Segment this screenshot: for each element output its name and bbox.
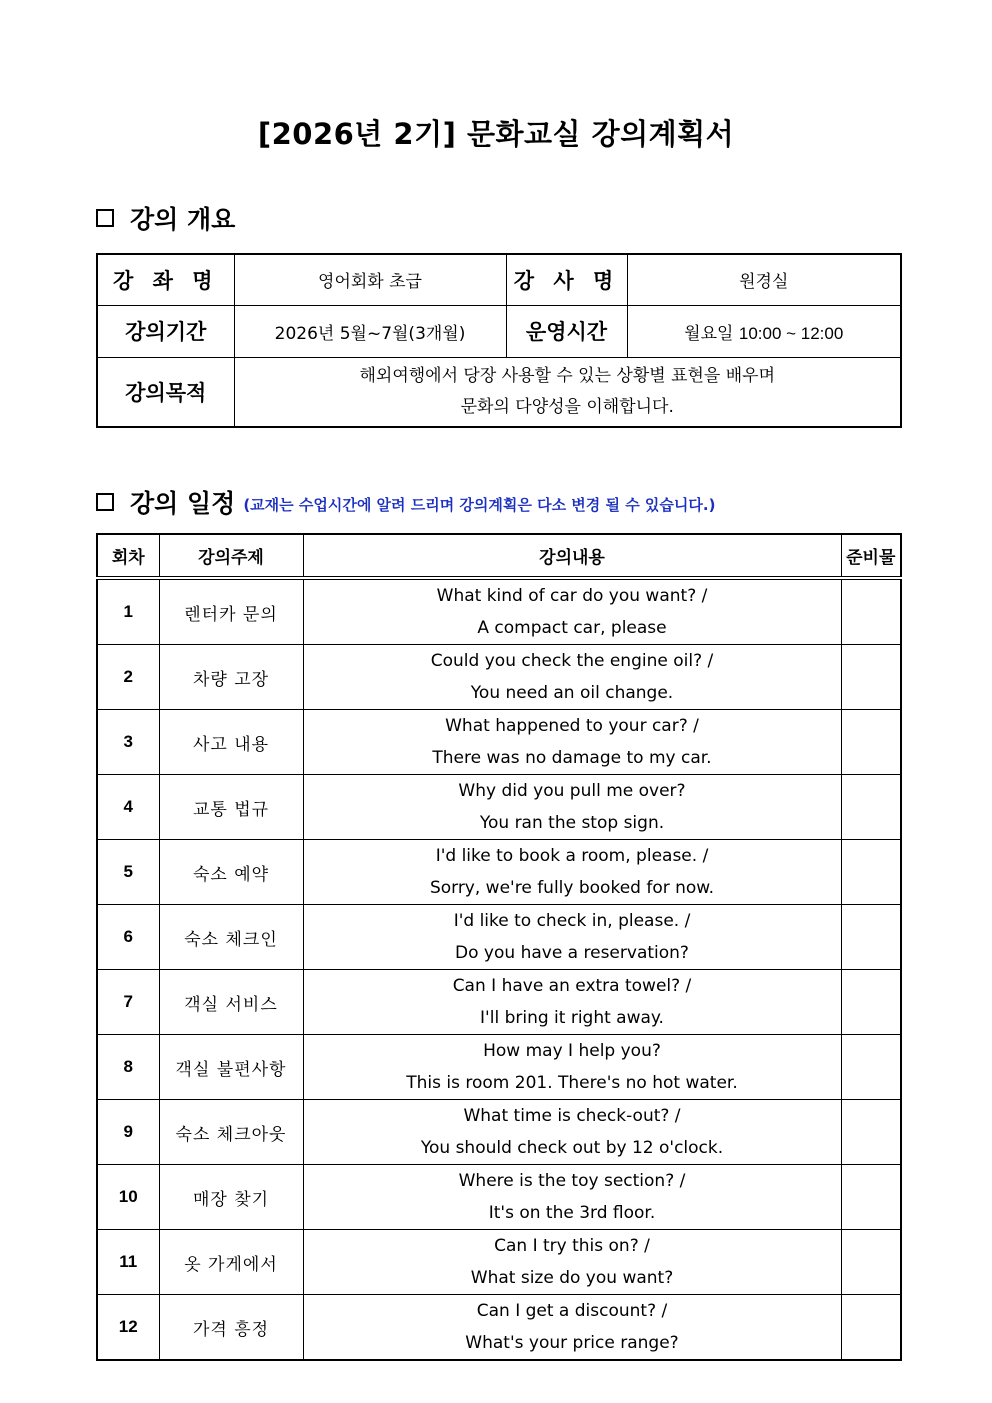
content-line-2: A compact car, please bbox=[477, 618, 667, 638]
content-line-2: You should check out by 12 o'clock. bbox=[420, 1138, 724, 1158]
session-content bbox=[303, 710, 841, 775]
session-topic: 사고 내용 bbox=[159, 710, 303, 775]
session-materials bbox=[841, 1035, 901, 1100]
session-topic: 숙소 체크아웃 bbox=[159, 1100, 303, 1165]
session-topic: 매장 찾기 bbox=[159, 1165, 303, 1230]
content-line-2: What size do you want? bbox=[470, 1268, 674, 1288]
content-line-1: What kind of car do you want? / bbox=[436, 586, 708, 606]
overview-table bbox=[96, 253, 902, 428]
session-number: 11 bbox=[97, 1230, 159, 1295]
table-row bbox=[97, 840, 901, 905]
session-content bbox=[303, 1035, 841, 1100]
session-materials bbox=[841, 578, 901, 645]
hours-time: 10:00 ~ 12:00 bbox=[738, 323, 844, 343]
content-line-1: What time is check-out? / bbox=[463, 1106, 681, 1126]
session-materials bbox=[841, 1295, 901, 1361]
session-topic: 옷 가게에서 bbox=[159, 1230, 303, 1295]
schedule-heading bbox=[96, 484, 715, 520]
purpose-line-1: 해외여행에서 당장 사용할 수 있는 상황별 표현을 배우며 bbox=[359, 365, 776, 386]
page-title: [2026년 2기] 문화교실 강의계획서 bbox=[257, 117, 735, 151]
session-topic: 숙소 예약 bbox=[159, 840, 303, 905]
course-name-label: 강 좌 명 bbox=[97, 254, 234, 305]
session-number: 2 bbox=[97, 645, 159, 710]
session-content bbox=[303, 645, 841, 710]
session-content bbox=[303, 1230, 841, 1295]
session-content bbox=[303, 1295, 841, 1361]
col-header-materials: 준비물 bbox=[841, 534, 901, 578]
content-line-2: It's on the 3rd floor. bbox=[488, 1203, 656, 1223]
session-content bbox=[303, 1100, 841, 1165]
session-content bbox=[303, 1165, 841, 1230]
session-materials bbox=[841, 905, 901, 970]
instructor-label: 강 사 명 bbox=[506, 254, 627, 305]
session-materials bbox=[841, 970, 901, 1035]
content-line-1: Can I get a discount? / bbox=[476, 1301, 668, 1321]
table-row bbox=[97, 1035, 901, 1100]
content-line-2: I'll bring it right away. bbox=[480, 1008, 664, 1028]
table-row bbox=[97, 578, 901, 645]
period-value: 2026년 5월~7월(3개월) bbox=[234, 305, 506, 357]
session-number: 10 bbox=[97, 1165, 159, 1230]
overview-heading bbox=[96, 200, 235, 236]
session-materials bbox=[841, 840, 901, 905]
session-content bbox=[303, 840, 841, 905]
hours-day: 월요일 bbox=[684, 323, 734, 344]
content-line-2: You need an oil change. bbox=[470, 683, 674, 703]
session-number: 9 bbox=[97, 1100, 159, 1165]
content-line-1: I'd like to book a room, please. / bbox=[435, 846, 709, 866]
hours-value bbox=[627, 305, 901, 357]
session-materials bbox=[841, 775, 901, 840]
content-line-1: How may I help you? bbox=[483, 1041, 661, 1061]
session-content bbox=[303, 970, 841, 1035]
table-row bbox=[97, 710, 901, 775]
session-topic: 객실 불편사항 bbox=[159, 1035, 303, 1100]
table-row bbox=[97, 645, 901, 710]
table-row bbox=[97, 1230, 901, 1295]
session-topic: 렌터카 문의 bbox=[159, 578, 303, 645]
checkbox-square-icon bbox=[96, 493, 114, 511]
session-materials bbox=[841, 1230, 901, 1295]
col-header-no: 회차 bbox=[97, 534, 159, 578]
session-materials bbox=[841, 1165, 901, 1230]
content-line-2: Do you have a reservation? bbox=[455, 943, 689, 963]
session-number: 12 bbox=[97, 1295, 159, 1361]
col-header-content: 강의내용 bbox=[303, 534, 841, 578]
schedule-heading-text: 강의 일정 bbox=[130, 489, 236, 518]
session-topic: 객실 서비스 bbox=[159, 970, 303, 1035]
content-line-1: What happened to your car? / bbox=[445, 716, 699, 736]
table-row bbox=[97, 1165, 901, 1230]
overview-heading-text: 강의 개요 bbox=[130, 205, 236, 234]
table-row bbox=[97, 905, 901, 970]
session-topic: 가격 흥정 bbox=[159, 1295, 303, 1361]
instructor-value: 원경실 bbox=[627, 254, 901, 305]
session-topic: 교통 법규 bbox=[159, 775, 303, 840]
period-label: 강의기간 bbox=[97, 305, 234, 357]
content-line-1: Where is the toy section? / bbox=[458, 1171, 686, 1191]
session-number: 7 bbox=[97, 970, 159, 1035]
content-line-2: What's your price range? bbox=[465, 1333, 679, 1353]
schedule-note: (교재는 수업시간에 알려 드리며 강의계획은 다소 변경 될 수 있습니다.) bbox=[243, 495, 716, 514]
course-name-value: 영어회화 초급 bbox=[234, 254, 506, 305]
session-number: 8 bbox=[97, 1035, 159, 1100]
content-line-2: You ran the stop sign. bbox=[479, 813, 665, 833]
content-line-1: Could you check the engine oil? / bbox=[430, 651, 714, 671]
content-line-2: This is room 201. There's no hot water. bbox=[406, 1073, 738, 1093]
purpose-label: 강의목적 bbox=[97, 357, 234, 427]
hours-label: 운영시간 bbox=[506, 305, 627, 357]
session-topic: 차량 고장 bbox=[159, 645, 303, 710]
content-line-1: Why did you pull me over? bbox=[458, 781, 686, 801]
content-line-2: Sorry, we're fully booked for now. bbox=[429, 878, 715, 898]
session-number: 1 bbox=[97, 578, 159, 645]
purpose-line-2: 문화의 다양성을 이해합니다. bbox=[460, 396, 674, 417]
session-number: 6 bbox=[97, 905, 159, 970]
table-row bbox=[97, 775, 901, 840]
content-line-2: There was no damage to my car. bbox=[432, 748, 712, 768]
session-materials bbox=[841, 645, 901, 710]
session-materials bbox=[841, 1100, 901, 1165]
purpose-value bbox=[234, 357, 901, 427]
session-topic: 숙소 체크인 bbox=[159, 905, 303, 970]
schedule-table bbox=[96, 533, 902, 1361]
table-row bbox=[97, 970, 901, 1035]
session-content bbox=[303, 905, 841, 970]
session-content bbox=[303, 578, 841, 645]
content-line-1: Can I have an extra towel? / bbox=[452, 976, 692, 996]
session-number: 5 bbox=[97, 840, 159, 905]
checkbox-square-icon bbox=[96, 209, 114, 227]
table-row bbox=[97, 1295, 901, 1361]
table-row bbox=[97, 1100, 901, 1165]
session-materials bbox=[841, 710, 901, 775]
session-number: 3 bbox=[97, 710, 159, 775]
col-header-topic: 강의주제 bbox=[159, 534, 303, 578]
session-content bbox=[303, 775, 841, 840]
session-number: 4 bbox=[97, 775, 159, 840]
content-line-1: I'd like to check in, please. / bbox=[453, 911, 691, 931]
content-line-1: Can I try this on? / bbox=[494, 1236, 650, 1256]
